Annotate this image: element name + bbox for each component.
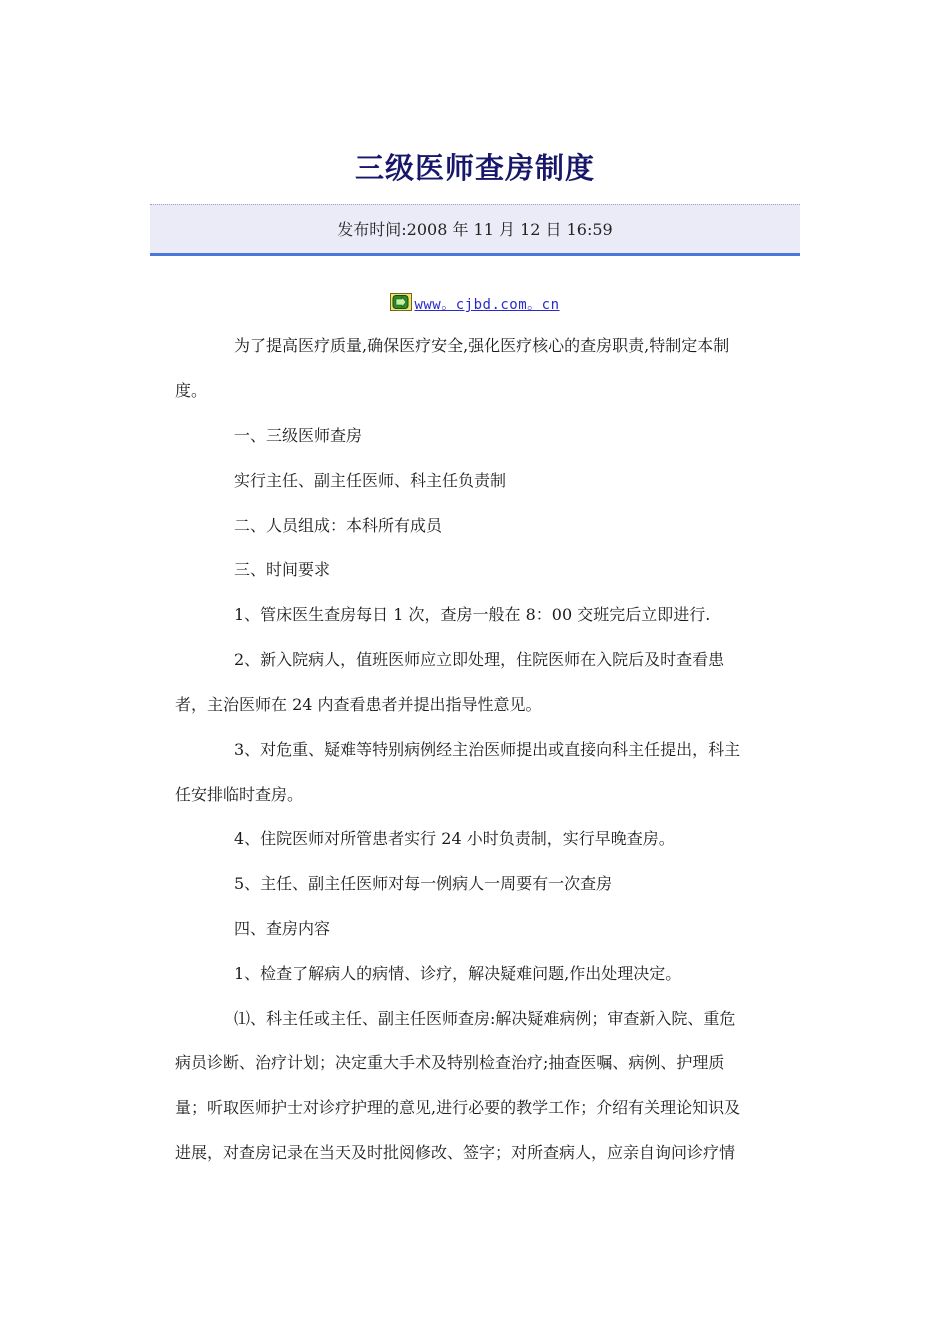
paragraph-line: 任安排临时查房。 bbox=[175, 785, 304, 804]
paragraph-line: 5、主任、副主任医师对每一例病人一周要有一次查房 bbox=[234, 874, 613, 893]
publish-time: 发布时间:2008 年 11 月 12 日 16:59 bbox=[337, 220, 613, 239]
paragraph-line: 1、管床医生查房每日 1 次，查房一般在 8：00 交班完后立即进行. bbox=[234, 605, 711, 624]
section-heading: 四、查房内容 bbox=[234, 919, 331, 938]
paragraph-line: 病员诊断、治疗计划；决定重大手术及特别检查治疗;抽查医嘱、病例、护理质 bbox=[175, 1053, 725, 1072]
paragraph-line: 者，主治医师在 24 内查看患者并提出指导性意见。 bbox=[175, 695, 542, 714]
section-heading: 二、人员组成：本科所有成员 bbox=[234, 516, 443, 535]
paragraph-line: 2、新入院病人，值班医师应立即处理，住院医师在入院后及时查看患 bbox=[234, 650, 725, 669]
paragraph-line: 1、检查了解病人的病情、诊疗，解决疑难问题,作出处理决定。 bbox=[234, 964, 682, 983]
paragraph-line: 3、对危重、疑难等特别病例经主治医师提出或直接向科主任提出，科主 bbox=[234, 740, 741, 759]
paragraph-line: 4、住院医师对所管患者实行 24 小时负责制，实行早晚查房。 bbox=[234, 829, 675, 848]
source-link[interactable]: www。cjbd.com。cn bbox=[414, 297, 560, 313]
paragraph-line: 进展，对查房记录在当天及时批阅修改、签字；对所查病人，应亲自询问诊疗情 bbox=[175, 1143, 736, 1162]
page-title: 三级医师查房制度 bbox=[354, 151, 595, 185]
paragraph-line: 度。 bbox=[175, 381, 208, 400]
paragraph-line: ⑴、科主任或主任、副主任医师查房:解决疑难病例；审查新入院、重危 bbox=[234, 1009, 736, 1028]
section-heading: 三、时间要求 bbox=[234, 560, 331, 579]
paragraph-line: 实行主任、副主任医师、科主任负责制 bbox=[234, 471, 507, 490]
source-link-line[interactable] bbox=[0, 293, 950, 314]
green-arrow-icon bbox=[390, 293, 412, 311]
section-heading: 一、三级医师查房 bbox=[234, 426, 363, 445]
publish-info-bar bbox=[150, 204, 800, 256]
paragraph-line: 量；听取医师护士对诊疗护理的意见,进行必要的教学工作；介绍有关理论知识及 bbox=[175, 1098, 741, 1117]
paragraph-line: 为了提高医疗质量,确保医疗安全,强化医疗核心的查房职责,特制定本制 bbox=[234, 336, 730, 355]
